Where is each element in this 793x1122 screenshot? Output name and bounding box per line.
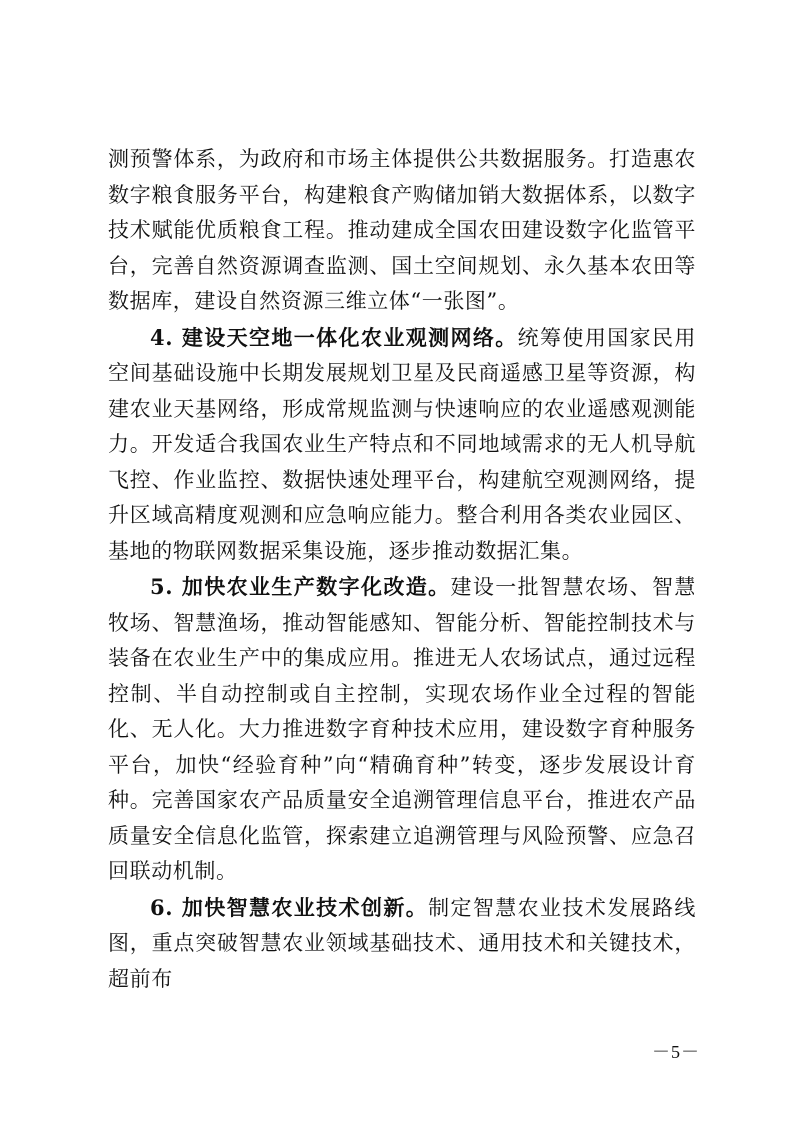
paragraph-text: 统筹使用国家民用空间基础设施中长期发展规划卫星及民商遥感卫星等资源，构建农业天基网络，形成常规监测与快速响应的农业遥感观测能力。开发适合我国农业生产特点和不同地域需求的无人机导航飞控、作业监控、数据快速处理平台，构建航空观测网络，提升区域高精度观测和应急响应能力。整合利用各类农业园区、基地的物联网数据采集设施，逐步推动数据汇集。 (108, 325, 696, 563)
section-heading: 4. 建设天空地一体化农业观测网络。 (150, 324, 518, 350)
paragraph-section-5 (108, 569, 696, 890)
paragraph-text: 测预警体系，为政府和市场主体提供公共数据服务。打造惠农数字粮食服务平台，构建粮食产购储加销大数据体系，以数字技术赋能优质粮食工程。推动建成全国农田建设数字化监管平台，完善自然资源调查监测、国土空间规划、永久基本农田等数据库，建设自然资源三维立体“一张图”。 (108, 147, 696, 313)
paragraph-text: 建设一批智慧农场、智慧牧场、智慧渔场，推动智能感知、智能分析、智能控制技术与装备在农业生产中的集成应用。推进无人农场试点，通过远程控制、半自动控制或自主控制，实现农场作业全过程的智能化、无人化。大力推进数字育种技术应用，建设数字育种服务平台，加快“经验育种”向“精确育种”转变，逐步发展设计育种。完善国家农产品质量安全追溯管理信息平台，推进农产品质量安全信息化监管，探索建立追溯管理与风险预警、应急召回联动机制。 (108, 575, 696, 883)
paragraph-section-6 (108, 890, 696, 998)
section-heading: 5. 加快农业生产数字化改造。 (150, 574, 451, 599)
page-number: －5－ (652, 1042, 700, 1062)
paragraph-continuation (108, 142, 696, 320)
document-body (108, 142, 696, 997)
section-heading: 6. 加快智慧农业技术创新。 (150, 894, 429, 920)
paragraph-section-4 (108, 320, 696, 570)
paragraph-text: 制定智慧农业技术发展路线图，重点突破智慧农业领域基础技术、通用技术和关键技术，超前布 (108, 895, 696, 991)
